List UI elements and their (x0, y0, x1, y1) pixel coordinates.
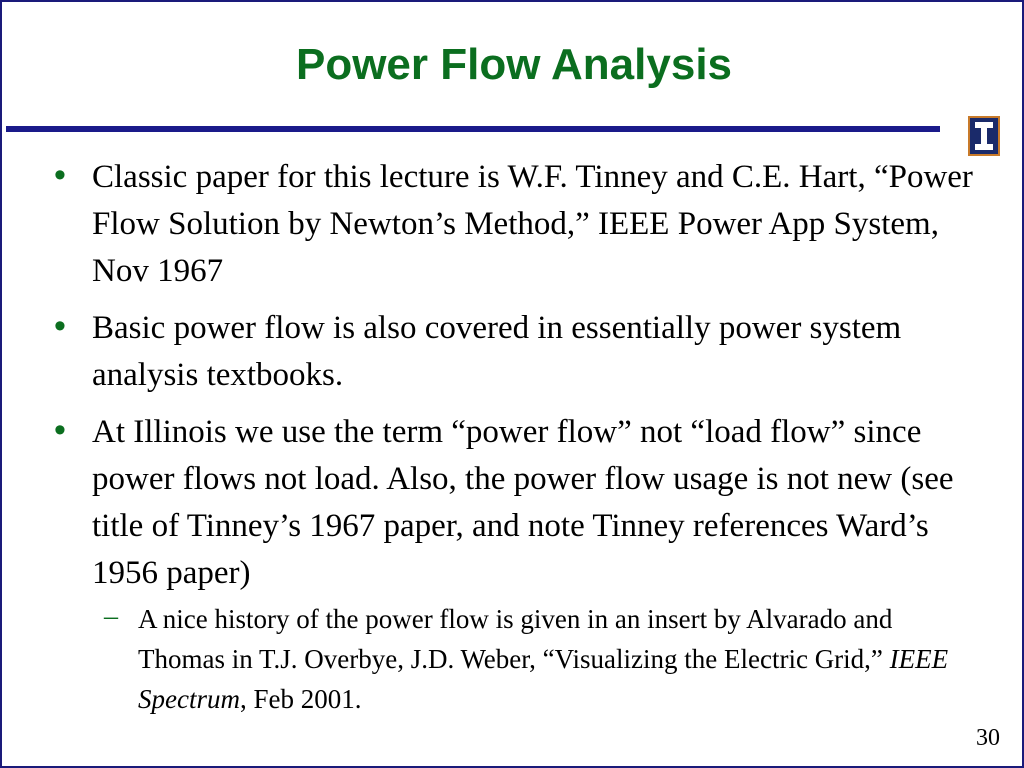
journal-name: IEEE Spectrum (138, 644, 949, 714)
bullet-marker: • (54, 307, 66, 345)
bullet-marker: • (54, 156, 66, 194)
bullet-list (54, 154, 984, 729)
page-number: 30 (976, 725, 1000, 751)
sub-bullet-text-after: , Feb 2001. (239, 684, 362, 714)
slide-title: Power Flow Analysis (295, 40, 733, 89)
sub-bullet-item (104, 599, 984, 719)
title-divider (6, 126, 940, 132)
bullet-text: At Illinois we use the term “power flow” not “load flow” since power flows not load. Also, the power flow usage is not new (see title of Tinney’s 1967 paper, and note Tinney references Ward’s 1956 paper) (92, 414, 954, 591)
sub-bullet-text-before: A nice history of the power flow is given in an insert by Alvarado and Thomas in T.J. Overbye, J.D. Weber, “Visualizing the Electric Grid,” (138, 604, 893, 674)
bullet-text: Basic power flow is also covered in essentially power system analysis textbooks. (92, 310, 902, 393)
bullet-item (54, 409, 984, 719)
bullet-text: Classic paper for this lecture is W.F. Tinney and C.E. Hart, “Power Flow Solution by Newton’s Method,” IEEE Power App System, Nov 1967 (92, 159, 973, 289)
bullet-item (54, 154, 984, 295)
bullet-marker: • (54, 411, 66, 449)
sub-bullet-text (138, 599, 984, 719)
illinois-block-i-icon (968, 116, 1000, 156)
sub-bullet-marker: – (104, 601, 118, 632)
bullet-item (54, 305, 984, 399)
